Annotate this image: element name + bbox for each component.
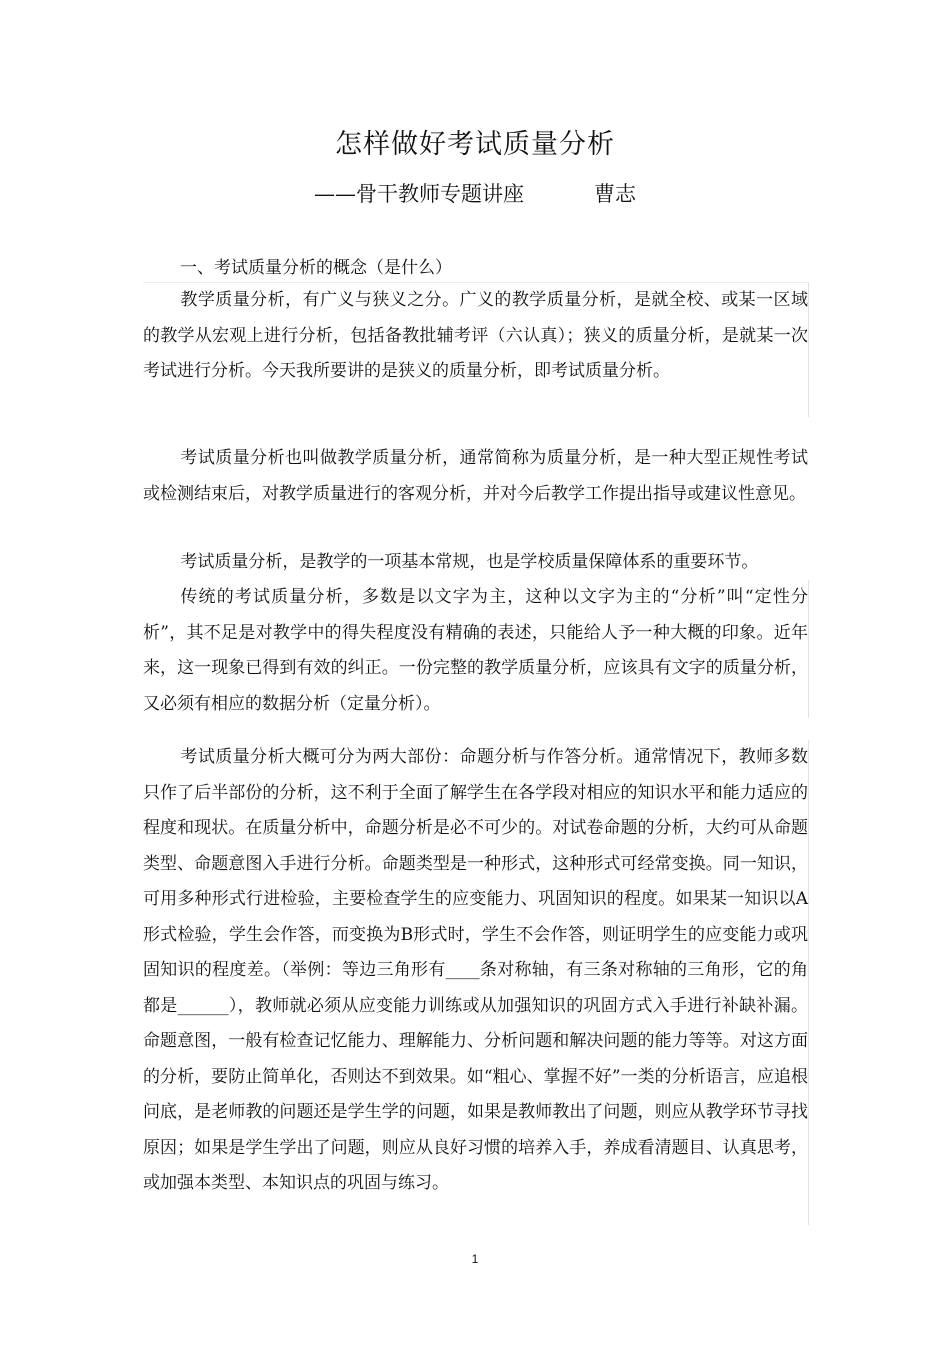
paragraph-4: 传统的考试质量分析，多数是以文字为主，这种以文字为主的“分析”叫“定性分析”，其不足是对教学中的得失程度没有精确的表述，只能给人予一种大概的印象。近年来，这一现象已得到有效的纠正。一份完整的教学质量分析，应该具有文字的质量分析，又必须有相应的数据分析（定量分析）。 (143, 580, 809, 718)
document-title: 怎样做好考试质量分析 (335, 129, 615, 160)
page-number: 1 (471, 1252, 479, 1266)
paragraph-3: 考试质量分析，是教学的一项基本常规，也是学校质量保障体系的重要环节。 (180, 552, 759, 572)
subtitle-text: ——骨干教师专题讲座 (314, 182, 524, 206)
paragraph-2: 考试质量分析也叫做教学质量分析，通常简称为质量分析，是一种大型正规性考试或检测结束后，对教学质量进行的客观分析，并对今后教学工作提出指导或建议性意见。 (143, 448, 808, 504)
section-heading: 一、考试质量分析的概念（是什么） (180, 258, 452, 278)
paragraph-1: 教学质量分析，有广义与狭义之分。广义的教学质量分析，是就全校、或某一区域的教学从宏观上进行分析，包括备教批辅考评（六认真）；狭义的质量分析，是就某一次考试进行分析。今天我所要讲的是狭义的质量分析，即考试质量分析。 (143, 282, 809, 417)
paragraph-5: 考试质量分析大概可分为两大部份：命题分析与作答分析。通常情况下，教师多数只作了后半部份的分析，这不利于全面了解学生在各学段对相应的知识水平和能力适应的程度和现状。在质量分析中，命题分析是必不可少的。对试卷命题的分析，大约可从命题类型、命题意图入手进行分析。命题类型是一种形式，这种形式可经常变换。同一知识，可用多种形式行进检验，主要检查学生的应变能力、巩固知识的程度。如果某一知识以A形式检验，学生会作答，而变换为B形式时，学生不会作答，则证明学生的应变能力或巩固知识的程度差。（举例：等边三角形有____条对称轴，有三条对称轴的三角形，它的角都是______），教师就必须从应变能力训练或从加强知识的巩固方式入手进行补缺补漏。命题意图，一般有检查记忆能力、理解能力、分析问题和解决问题的能力等等。对这方面的分析，要防止简单化，否则达不到效果。如“粗心、掌握不好”一类的分析语言，应追根问底，是老师教的问题还是学生学的问题，如果是教师教出了问题，则应从教学环节寻找原因；如果是学生学出了问题，则应从良好习惯的培养入手，养成看清题目、认真思考，或加强本类型、本知识点的巩固与练习。 (143, 740, 809, 1225)
document-subtitle (0, 178, 950, 208)
author-name: 曹志 (594, 182, 636, 206)
